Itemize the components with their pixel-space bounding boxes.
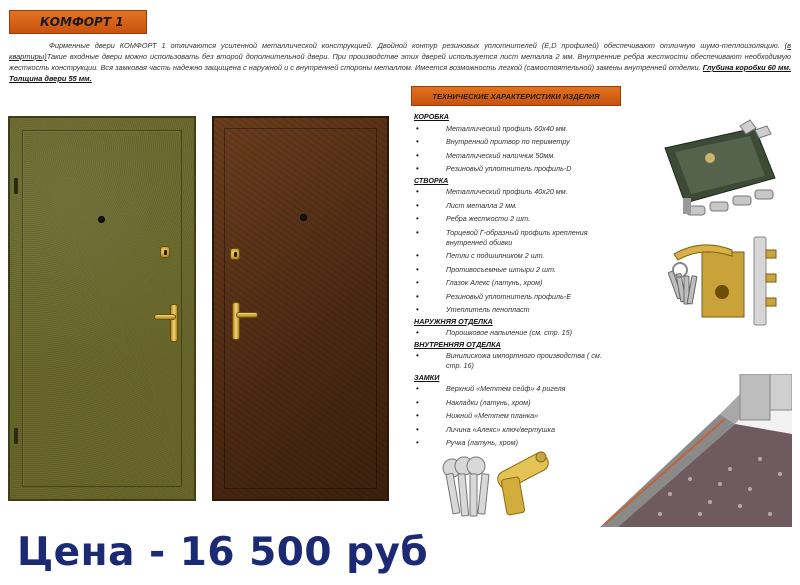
page-title: КОМФОРТ 1 [9, 10, 147, 34]
handle-lock-set-image [662, 232, 782, 327]
section-title-frame: КОРОБКА [414, 112, 449, 121]
spec-item: • Винилискожа импортного производства ( см. стр. 16) [416, 351, 602, 370]
spec-item: • Резиновый уплотнитель профиль-Е [416, 291, 572, 301]
spec-item: • Порошковое напыление (см. стр. 15) [416, 328, 573, 337]
bullet-icon: • [416, 187, 419, 196]
bullet-icon: • [416, 200, 419, 210]
section-title-exterior: НАРУЖНЯЯ ОТДЕЛКА [414, 316, 493, 326]
spec-item: • Внутренний притвор по периметру [416, 137, 570, 146]
intro-text-2: Такие входные двери можно использовать без второй дополнительной двери. При производстве этих дверей используется лист металла 2 мм. Внутренние ребра жесткости обеспечивают необходимую жесткость конструкции. Вся замковая часть надежно защищена с наружной и с внутренней стороны металлом. Имеется возможность легкой (самостоятельной) замены внутренней отделки. [9, 52, 791, 72]
spec-item: • Нижний «Меттем планка» [416, 411, 539, 420]
section-title-interior: ВНУТРЕННЯЯ ОТДЕЛКА [414, 339, 501, 349]
bullet-icon: • [416, 251, 419, 260]
bullet-icon: • [416, 214, 419, 223]
intro-text-1: Фирменные двери КОМФОРТ 1 отличаются усиленной металлической конструкцией. Двойной контур резиновых уплотнителей (E,D профилей) обеспечивают отличную шумо-теплоизоляцию. [49, 41, 785, 50]
handle-plate-icon [232, 302, 240, 340]
bullet-icon: • [416, 384, 419, 393]
door-interior-panel [224, 128, 377, 489]
spec-item: • Металлический наличник 50мм. [416, 150, 556, 160]
bullet-icon: • [416, 351, 419, 360]
intro-paragraph [9, 40, 791, 84]
mortise-lock-image [655, 118, 790, 218]
handle-plate-icon [170, 304, 178, 342]
bullet-icon: • [416, 150, 419, 160]
bullet-icon: • [416, 278, 419, 287]
spec-item: • Резиновый уплотнитель профиль-D [416, 164, 572, 173]
section-title-leaf: СТВОРКА [414, 175, 449, 185]
intro-link[interactable]: (в квартиры) [9, 41, 791, 61]
frame-profile-image [600, 374, 792, 527]
bullet-icon: • [416, 264, 419, 274]
bullet-icon: • [416, 291, 419, 301]
door-exterior-panel [22, 130, 182, 487]
bullet-icon: • [416, 438, 419, 447]
cylinder-keys-image [438, 448, 556, 523]
door-exterior-image [8, 116, 196, 501]
bullet-icon: • [416, 305, 419, 314]
hinge-bottom [14, 428, 18, 444]
spec-item: • Ручка (латунь, хром) [416, 438, 519, 447]
section-title-locks: ЗАМКИ [414, 372, 440, 382]
door-interior-image [212, 116, 389, 501]
hinge-top [14, 178, 18, 194]
bullet-icon: • [416, 397, 419, 407]
bullet-icon: • [416, 137, 419, 146]
spec-item: • Ребра жесткости 2 шт. [416, 214, 531, 223]
spec-item: • Металлический профиль 40х20 мм. [416, 187, 568, 196]
bullet-icon: • [416, 424, 419, 434]
spec-item: • Петли с подшипником 2 шт. [416, 251, 545, 260]
upper-lock-icon [230, 248, 240, 260]
bullet-icon: • [416, 164, 419, 173]
spec-item: • Лист металла 2 мм. [416, 200, 518, 210]
specs-list [414, 112, 614, 450]
price-label: Цена - 16 500 руб [17, 530, 429, 575]
bullet-icon: • [416, 328, 419, 337]
door-handle-icon [236, 312, 258, 318]
spec-item: • Личина «Алекс» ключ/вертушка [416, 424, 555, 434]
bullet-icon: • [416, 123, 419, 133]
upper-lock-icon [160, 246, 170, 258]
specs-header: ТЕХНИЧЕСКИЕ ХАРАКТЕРИСТИКИ ИЗДЕЛИЯ [411, 86, 621, 106]
bullet-icon: • [416, 411, 419, 420]
door-handle-icon [154, 314, 176, 320]
peephole-icon [300, 214, 307, 221]
spec-item: • Противосъемные штыри 2 шт. [416, 264, 556, 274]
spec-item: • Торцевой Г-образный профиль крепления внутренней обивки [416, 227, 588, 247]
intro-dimensions: Глубина коробки 60 мм. Толщина двери 55 мм. [9, 63, 791, 83]
peephole-icon [98, 216, 105, 223]
spec-item: • Верхний «Меттем сейф» 4 ригеля [416, 384, 566, 393]
bullet-icon: • [416, 227, 419, 237]
spec-item: • Глазок Алекс (латунь, хром) [416, 278, 543, 287]
spec-item: • Металлический профиль 60х40 мм. [416, 123, 568, 133]
spec-item: • Накладки (латунь, хром) [416, 397, 531, 407]
spec-item: • Утеплитель пенопласт [416, 305, 530, 314]
